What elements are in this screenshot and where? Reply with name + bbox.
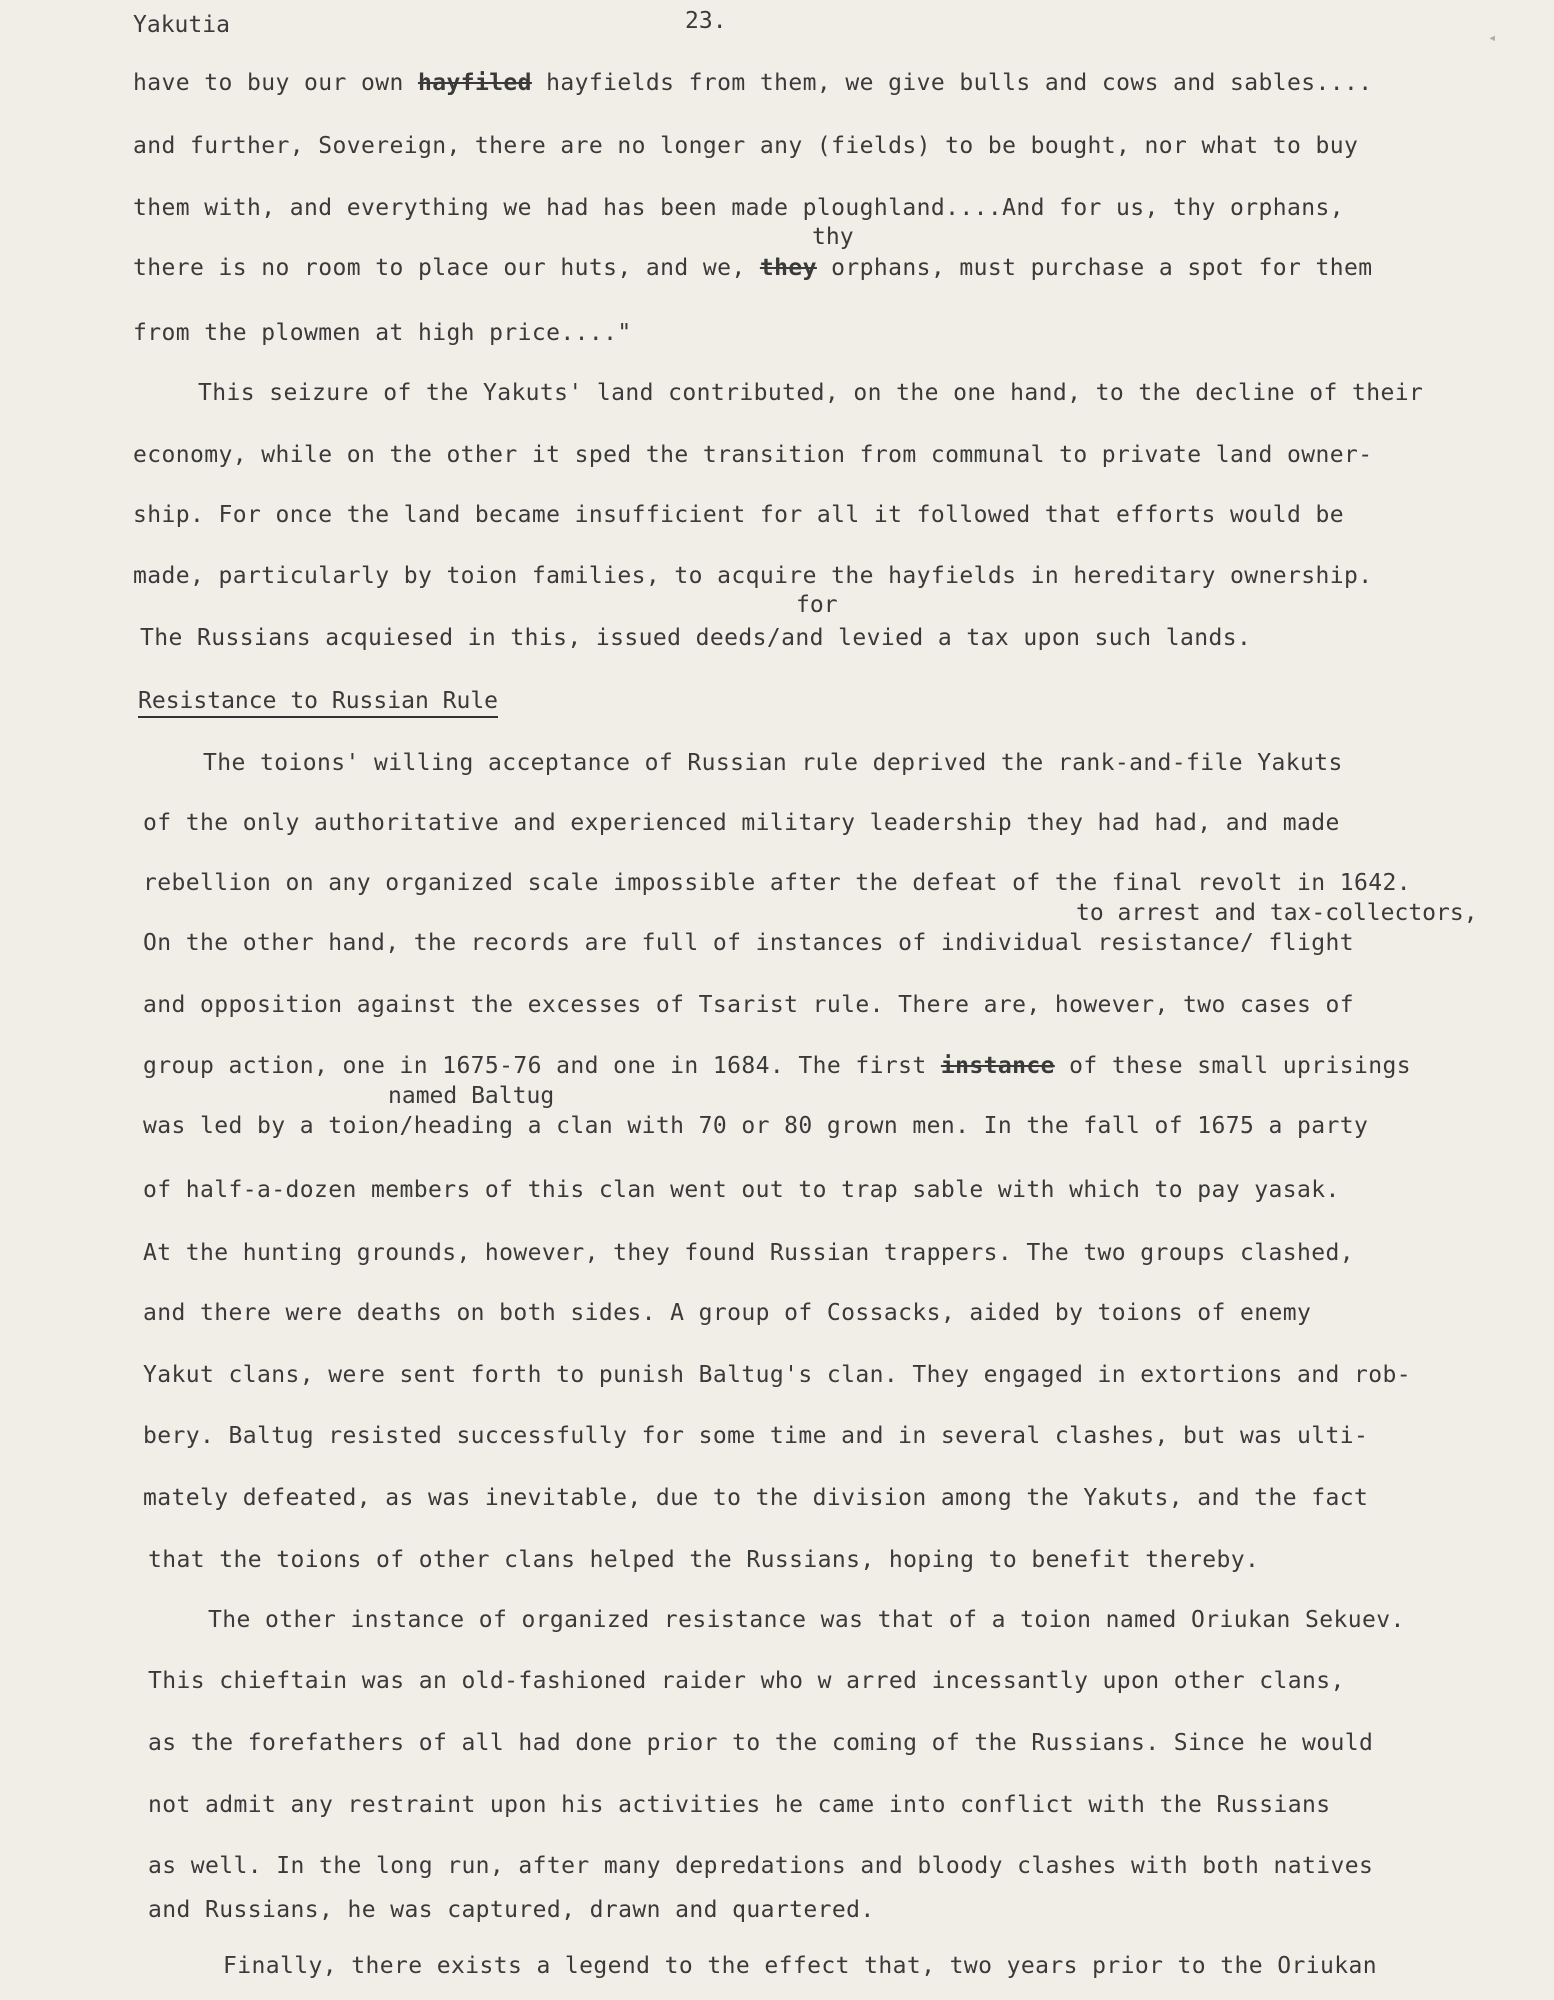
text-line: bery. Baltug resisted successfully for some time and in several clashes, but was ulti- (143, 1423, 1369, 1449)
text-line: not admit any restraint upon his activities he came into conflict with the Russians (148, 1792, 1331, 1818)
section-heading: Resistance to Russian Rule (138, 688, 498, 718)
text-line: Finally, there exists a legend to the effect that, two years prior to the Oriukan (223, 1953, 1378, 1979)
text-line: there is no room to place our huts, and we, they orphans, must purchase a spot for them (133, 255, 1373, 281)
text-line: economy, while on the other it sped the transition from communal to private land owner- (133, 442, 1373, 468)
text-line: made, particularly by toion families, to acquire the hayfields in hereditary ownership. (133, 563, 1373, 589)
text-line: and there were deaths on both sides. A group of Cossacks, aided by toions of enemy (143, 1300, 1312, 1326)
running-header: Yakutia (133, 12, 230, 38)
text-line: This seizure of the Yakuts' land contributed, on the one hand, to the decline of their (198, 380, 1424, 406)
text-line: as well. In the long run, after many depredations and bloody clashes with both natives (148, 1853, 1374, 1879)
text-line: that the toions of other clans helped the Russians, hoping to benefit thereby. (148, 1547, 1260, 1573)
text-line: and opposition against the excesses of Tsarist rule. There are, however, two cases of (143, 992, 1355, 1018)
text-line: of half-a-dozen members of this clan went out to trap sable with which to pay yasak. (143, 1177, 1340, 1203)
interlinear-insertion: for (796, 592, 838, 618)
struck-word: hayfiled (417, 70, 532, 96)
text-line: them with, and everything we had has been made ploughland....And for us, thy orphans, (133, 195, 1345, 221)
corner-mark: ◂ (1488, 30, 1497, 46)
text-line: rebellion on any organized scale impossible after the defeat of the final revolt in 1642. (143, 870, 1411, 896)
text-line: as the forefathers of all had done prior to the coming of the Russians. Since he would (148, 1730, 1374, 1756)
text-line: The Russians acquiesed in this, issued deeds/and levied a tax upon such lands. (140, 625, 1252, 651)
text-line: This chieftain was an old-fashioned raider who w arred incessantly upon other clans, (148, 1668, 1345, 1694)
interlinear-insertion: thy (812, 224, 854, 250)
text-line: was led by a toion/heading a clan with 70 or 80 grown men. In the fall of 1675 a party (143, 1113, 1369, 1139)
text-line: of the only authoritative and experienced military leadership they had had, and made (143, 810, 1340, 836)
text-line: The toions' willing acceptance of Russian rule deprived the rank-and-file Yakuts (203, 750, 1343, 776)
text-line: and further, Sovereign, there are no longer any (fields) to be bought, nor what to buy (133, 133, 1359, 159)
page-number: 23. (685, 8, 727, 34)
text-line: At the hunting grounds, however, they found Russian trappers. The two groups clashed, (143, 1240, 1355, 1266)
text-line: The other instance of organized resistance was that of a toion named Oriukan Sekuev. (208, 1607, 1405, 1633)
interlinear-insertion: to arrest and tax-collectors, (1076, 900, 1478, 926)
struck-word: they (759, 255, 817, 281)
text-line: mately defeated, as was inevitable, due to the division among the Yakuts, and the fact (143, 1485, 1369, 1511)
text-line: group action, one in 1675-76 and one in 1684. The first instance of these small uprisings (143, 1053, 1412, 1079)
struck-word: instance (940, 1053, 1055, 1079)
text-line: and Russians, he was captured, drawn and quartered. (148, 1897, 875, 1923)
text-line: On the other hand, the records are full of instances of individual resistance/ flight (143, 930, 1355, 956)
text-line: ship. For once the land became insufficient for all it followed that efforts would be (133, 502, 1345, 528)
interlinear-insertion: named Baltug (388, 1083, 555, 1109)
text-line: have to buy our own hayfiled hayfields from them, we give bulls and cows and sables.... (133, 70, 1373, 96)
text-line: from the plowmen at high price...." (133, 320, 632, 346)
text-line: Yakut clans, were sent forth to punish Baltug's clan. They engaged in extortions and rob- (143, 1362, 1411, 1388)
